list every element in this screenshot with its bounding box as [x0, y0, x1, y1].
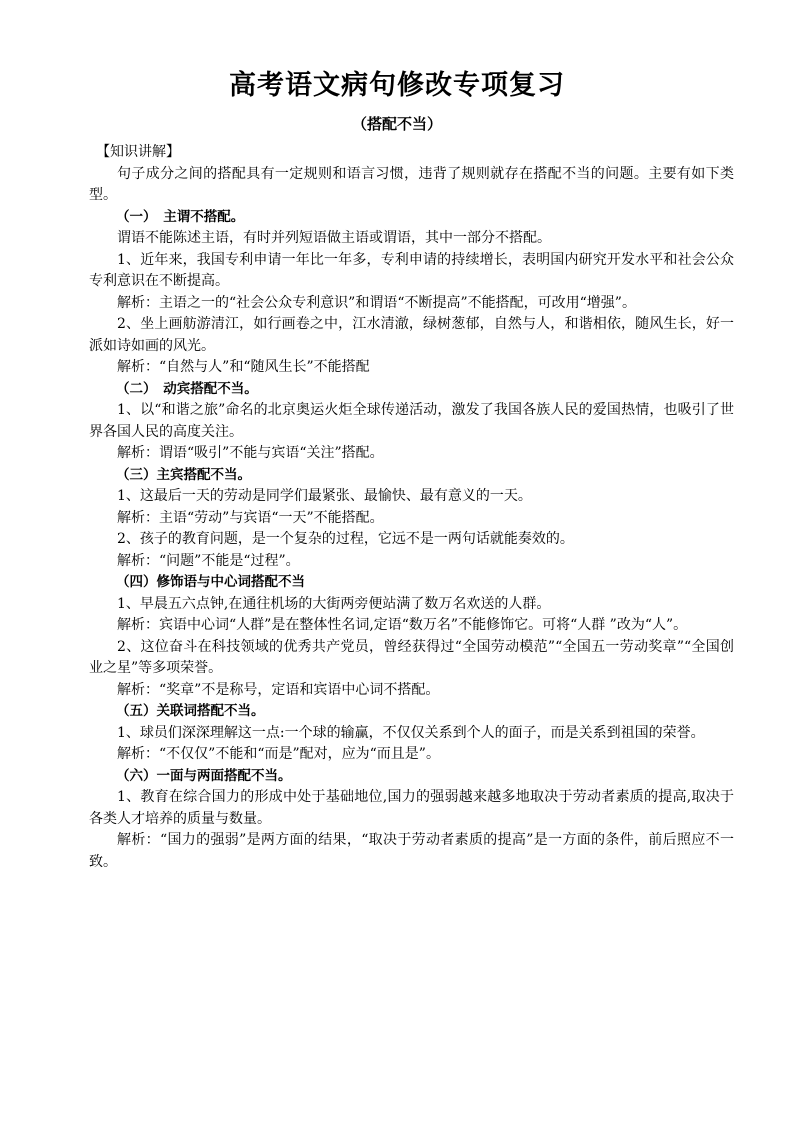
document-title: 高考语文病句修改专项复习 [229, 70, 565, 101]
body-paragraph: 1、早晨五六点钟,在通往机场的大街两旁便站满了数万名欢送的人群。 [117, 595, 551, 612]
section-heading: （六）一面与两面搭配不当。 [116, 767, 292, 784]
body-paragraph: 解析：“自然与人”和“随风生长”不能搭配 [117, 359, 370, 375]
body-paragraph: 1、教育在综合国力的形成中处于基础地位,国力的强弱越来越多地取决于劳动者素质的提高,取决于各类人才培养的质量与数量。 [89, 789, 734, 827]
document-body [89, 142, 734, 873]
body-paragraph: 2、孩子的教育问题，是一个复杂的过程，它远不是一两句话就能奏效的。 [117, 531, 574, 547]
body-paragraph: 解析：主语之一的“社会公众专利意识”和谓语“不断提高”不能搭配，可改用“增强”。 [117, 294, 636, 311]
body-paragraph: 2、这位奋斗在科技领域的优秀共产党员，曾经获得过“全国劳动模范”“全国五一劳动奖章”“全国创业之星”等多项荣誉。 [89, 638, 734, 676]
body-paragraph: 解析：谓语“吸引”不能与宾语“关注”搭配。 [117, 445, 384, 461]
body-paragraph: 解析：宾语中心词“人群”是在整体性名词,定语“数万名”不能修饰它。可将“人群 ”改为“人”。 [117, 617, 688, 633]
section-label: 【知识讲解】 [96, 144, 180, 160]
body-paragraph: 句子成分之间的搭配具有一定规则和语言习惯，违背了规则就存在搭配不当的问题。主要有如下类型。 [89, 165, 734, 203]
document-subtitle: （搭配不当） [351, 115, 442, 133]
body-paragraph: 1、近年来，我国专利申请一年比一年多，专利申请的持续增长，表明国内研究开发水平和社会公众专利意识在不断提高。 [89, 251, 734, 289]
body-paragraph: 1、以“和谐之旅”命名的北京奥运火炬全球传递活动，激发了我国各族人民的爱国热情，也吸引了世界各国人民的高度关注。 [89, 402, 734, 440]
body-paragraph: 1、这最后一天的劳动是同学们最紧张、最愉快、最有意义的一天。 [117, 488, 532, 504]
body-paragraph: 解析：“国力的强弱”是两方面的结果，“取决于劳动者素质的提高”是一方面的条件，前后照应不一致。 [89, 832, 734, 870]
section-heading: （五）关联词搭配不当。 [116, 703, 265, 719]
section-heading: （二） 动宾搭配不当。 [116, 380, 258, 397]
body-paragraph: 1、球员们深深理解这一点:一个球的输赢，不仅仅关系到个人的面子，而是关系到祖国的荣誉。 [117, 724, 705, 741]
body-paragraph: 解析：“不仅仅”不能和“而是”配对，应为“而且是”。 [117, 746, 440, 762]
section-heading: （四）修饰语与中心词搭配不当 [116, 574, 305, 590]
body-paragraph: 2、坐上画舫游清江，如行画卷之中，江水清澈，绿树葱郁，自然与人，和谐相依，随风生长，好一派如诗如画的风光。 [89, 316, 734, 354]
section-heading: （一） 主谓不搭配。 [116, 208, 245, 225]
body-paragraph: 解析：“奖章”不是称号，定语和宾语中心词不搭配。 [117, 681, 440, 698]
body-paragraph: 解析：“问题”不能是“过程”。 [117, 552, 300, 569]
body-paragraph: 解析：主语“劳动”与宾语“一天”不能搭配。 [117, 509, 384, 526]
section-heading: （三）主宾搭配不当。 [116, 466, 251, 483]
body-paragraph: 谓语不能陈述主语，有时并列短语做主语或谓语，其中一部分不搭配。 [117, 230, 551, 246]
